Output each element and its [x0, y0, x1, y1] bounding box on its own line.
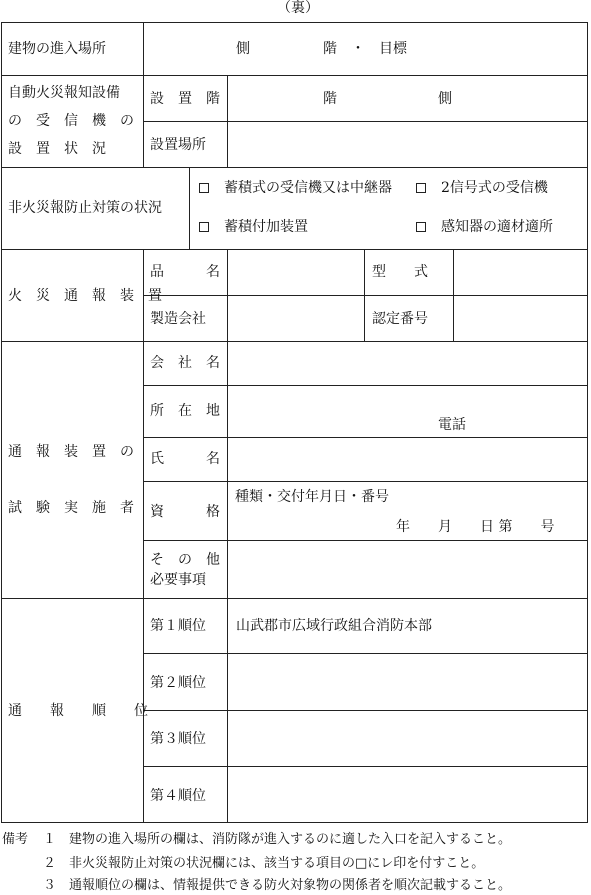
- install-floor-label: 設 置 階: [150, 91, 220, 107]
- row-divider: [1, 167, 588, 168]
- entry-label: 建物の進入場所: [8, 41, 106, 57]
- row-divider: [1, 249, 588, 250]
- tester-qual-label: 資 格: [150, 504, 220, 520]
- checkbox[interactable]: [416, 222, 426, 232]
- tester-name-label: 氏 名: [150, 451, 220, 467]
- tester-label-line: 通 報 装 置 の: [8, 444, 134, 460]
- row-divider: [143, 385, 588, 386]
- col-divider: [143, 249, 144, 823]
- non-fire-option: 蓄積式の受信機又は中継器: [224, 180, 392, 196]
- row-divider: [143, 481, 588, 482]
- col-divider: [227, 75, 228, 167]
- col-divider: [364, 249, 365, 341]
- order-rank: 第３順位: [150, 731, 206, 747]
- non-fire-option: 蓄積付加装置: [224, 219, 308, 235]
- row-divider: [143, 540, 588, 541]
- row-divider: [1, 341, 588, 342]
- row-divider: [143, 766, 588, 767]
- auto-fire-label-line: の 受 信 機 の: [8, 113, 134, 129]
- col-divider: [143, 22, 144, 167]
- device-maker-label: 製造会社: [150, 311, 206, 327]
- tester-qual-hint: 種類・交付年月日・番号: [235, 489, 389, 505]
- tester-address-label: 所 在 地: [150, 403, 220, 419]
- note-item: ３ 通報順位の欄は、情報提供できる防火対象物の関係者を順次記載すること。: [43, 878, 512, 893]
- install-place-label: 設置場所: [150, 137, 206, 153]
- tester-company-label: 会 社 名: [150, 355, 220, 371]
- tester-qual-date: 年 月 日 第 号: [396, 519, 555, 535]
- order-rank: 第４順位: [150, 788, 206, 804]
- non-fire-option: 2信号式の受信機: [441, 180, 548, 196]
- install-side-unit: 側: [438, 91, 452, 107]
- tester-other-label-line: 必要事項: [150, 572, 206, 588]
- row-divider: [143, 653, 588, 654]
- auto-fire-label-line: 設 置 状 況: [8, 141, 106, 157]
- order-rank: 第２順位: [150, 675, 206, 691]
- notes-prefix: 備考: [2, 832, 29, 847]
- col-divider: [227, 249, 228, 823]
- row-divider: [143, 437, 588, 438]
- row-divider: [1, 75, 588, 76]
- row-divider: [143, 710, 588, 711]
- row-divider: [143, 121, 588, 122]
- row-divider: [1, 598, 588, 599]
- note-item: １ 建物の進入場所の欄は、消防隊が進入するのに適した入口を記入すること。: [43, 832, 512, 847]
- non-fire-option: 感知器の適材適所: [441, 219, 553, 235]
- device-type-label: 型 式: [372, 264, 428, 280]
- tester-label-line: 試 験 実 施 者: [8, 500, 134, 516]
- checkbox[interactable]: [199, 222, 209, 232]
- checkbox[interactable]: [199, 183, 209, 193]
- auto-fire-label-line: 自動火災報知設備: [8, 85, 120, 101]
- tester-other-label-line: そ の 他: [150, 552, 220, 568]
- entry-floor-target: 階 ・ 目標: [323, 41, 407, 57]
- order-label: 通 報 順 位: [8, 703, 148, 719]
- col-divider: [189, 167, 190, 249]
- tester-phone-label: 電話: [438, 417, 466, 433]
- page-side-label: （裏）: [277, 0, 319, 16]
- device-cert-label: 認定番号: [372, 311, 428, 327]
- order-first-value: 山武郡市広域行政組合消防本部: [236, 618, 432, 634]
- non-fire-label: 非火災報防止対策の状況: [8, 200, 162, 216]
- note-item: ２ 非火災報防止対策の状況欄には、該当する項目の□にレ印を付すこと。: [43, 856, 485, 871]
- device-label: 火 災 通 報 装 置: [8, 288, 162, 304]
- device-name-label: 品 名: [150, 264, 220, 280]
- install-floor-unit: 階: [323, 91, 337, 107]
- row-divider: [143, 295, 588, 296]
- order-rank: 第１順位: [150, 618, 206, 634]
- col-divider: [453, 249, 454, 341]
- entry-side: 側: [236, 41, 250, 57]
- checkbox[interactable]: [416, 183, 426, 193]
